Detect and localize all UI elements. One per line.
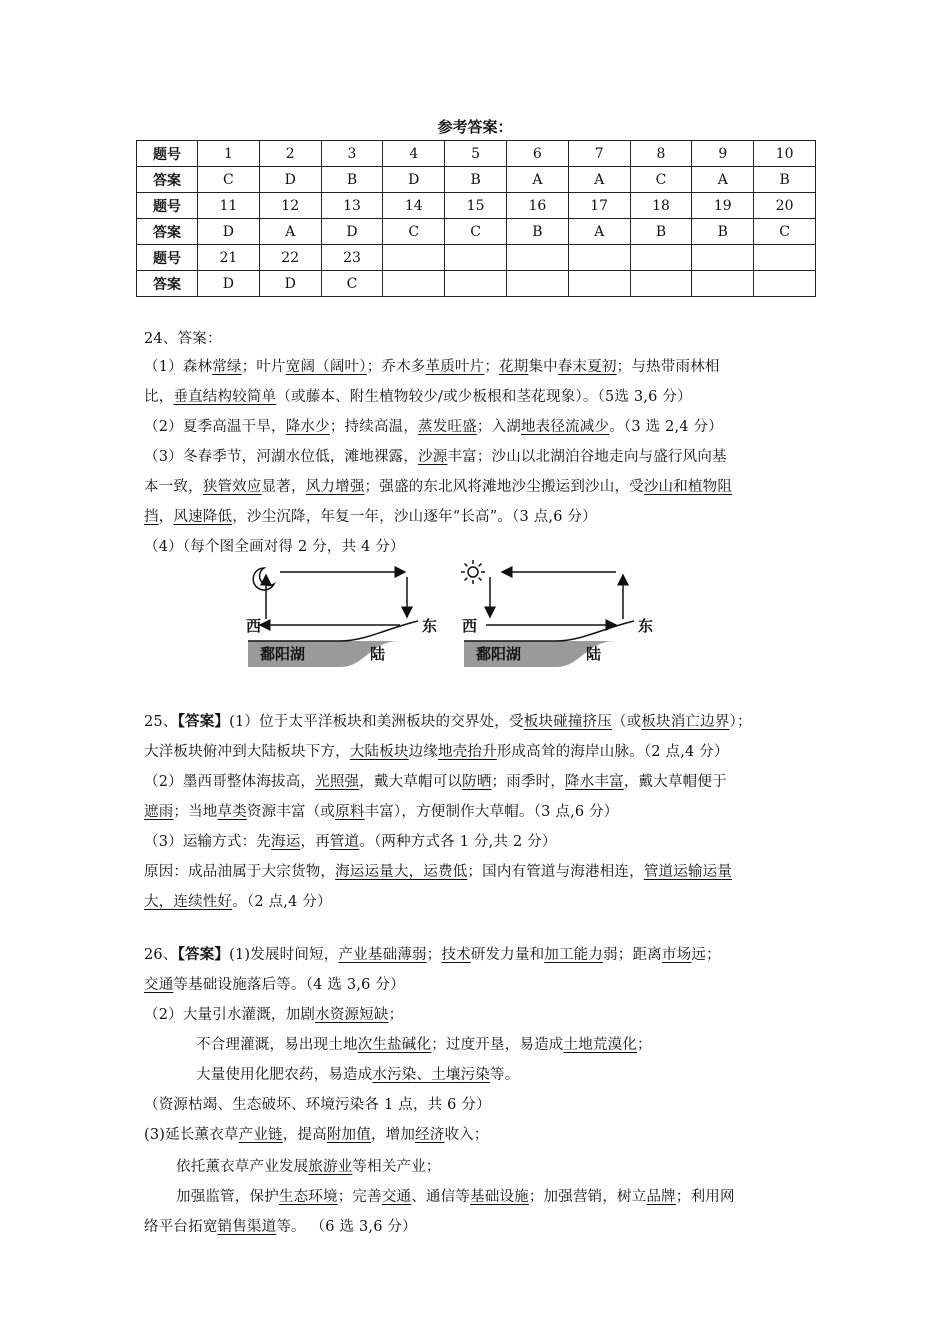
table-cell: 16: [506, 193, 568, 219]
table-cell: 19: [692, 193, 754, 219]
row-header: 题号: [137, 193, 198, 219]
table-cell: [630, 271, 692, 297]
table-cell: [568, 245, 630, 271]
key-term: 交通: [144, 977, 174, 993]
table-cell: D: [198, 271, 260, 297]
text-line: [144, 1003, 403, 1024]
text-segment: 不合理灌溉，易出现土地: [196, 1037, 358, 1053]
table-cell: D: [321, 219, 383, 245]
table-cell: 5: [445, 141, 507, 167]
text-segment: （3）冬春季节，河湖水位低，滩地裸露，: [144, 449, 419, 465]
table-row: [137, 219, 816, 245]
table-cell: A: [259, 219, 321, 245]
text-segment: 等。 （6 选 3,6 分）: [276, 1219, 417, 1235]
text-segment: （或: [611, 714, 642, 730]
table-cell: D: [259, 167, 321, 193]
table-row: [137, 245, 816, 271]
text-segment: ；强盛的东北风将滩地沙尘搬运到沙山，受: [364, 479, 644, 495]
table-cell: A: [568, 167, 630, 193]
text-segment: 丰富；沙山以北湖泊谷地走向与盛行风向基: [447, 449, 727, 465]
text-line: [144, 890, 332, 911]
key-term: 宽阔（阔叶）: [285, 359, 367, 375]
text-segment: 丰富），方便制作大草帽。（3 点,6 分）: [364, 804, 619, 820]
text-segment: 络平台拓宽: [144, 1219, 218, 1235]
table-cell: [383, 245, 445, 271]
table-cell: 21: [198, 245, 260, 271]
text-line: [176, 1185, 735, 1206]
text-segment: 【答案】: [177, 713, 230, 730]
table-cell: 20: [754, 193, 816, 219]
table-cell: [568, 271, 630, 297]
text-segment: ；: [637, 1037, 652, 1053]
table-cell: C: [383, 219, 445, 245]
key-term: 遮雨: [144, 804, 174, 820]
key-term: 土地荒漠化: [563, 1037, 638, 1053]
table-row: [137, 271, 816, 297]
sun-icon: [461, 560, 485, 584]
table-cell: A: [692, 167, 754, 193]
shore-line: [464, 621, 634, 641]
text-line: [144, 1215, 417, 1236]
text-segment: ；入湖: [476, 419, 521, 435]
key-term: 附加值: [326, 1127, 371, 1143]
land-label: 陆: [370, 645, 386, 663]
text-segment: ；过度开垦，易造成: [431, 1037, 564, 1053]
text-segment: ；利用网: [675, 1189, 735, 1205]
text-segment: ；加强营销，树立: [528, 1189, 647, 1205]
table-cell: [506, 271, 568, 297]
key-term: 地壳抬升: [438, 744, 497, 760]
text-segment: ；完善: [337, 1189, 382, 1205]
table-cell: 13: [321, 193, 383, 219]
table-cell: C: [198, 167, 260, 193]
text-segment: ，戴大草帽可以: [359, 774, 463, 790]
key-term: 旅游业: [308, 1159, 353, 1175]
key-term: 板块碰撞挤压: [523, 714, 612, 730]
text-segment: 研发力量和: [470, 947, 545, 963]
key-term: 产业基础薄弱: [338, 947, 427, 963]
key-term: 次生盐碱化: [357, 1037, 432, 1053]
text-segment: （2）夏季高温干旱，: [144, 419, 286, 435]
table-cell: C: [754, 219, 816, 245]
key-term: 交通: [381, 1189, 412, 1205]
text-line: [196, 1033, 652, 1054]
key-term: 草类: [217, 804, 247, 820]
text-segment: 等。: [490, 1067, 520, 1083]
table-cell: B: [506, 219, 568, 245]
text-line: [144, 535, 405, 556]
key-term: 降水丰富: [565, 774, 624, 790]
text-segment: ，增加: [370, 1127, 416, 1143]
text-segment: ；当地: [173, 804, 218, 820]
text-segment: 、通信等: [411, 1189, 471, 1205]
text-line: [144, 740, 729, 761]
text-segment: 形成高耸的海岸山脉。（2 点,4 分）: [496, 744, 729, 760]
text-segment: 边缘: [408, 744, 439, 760]
page-title: 参考答案：: [437, 118, 513, 136]
key-term: 生态环境: [278, 1189, 338, 1205]
table-cell: 7: [568, 141, 630, 167]
key-term: 风力增强: [305, 479, 365, 495]
text-segment: ；: [388, 1007, 404, 1023]
table-cell: B: [754, 167, 816, 193]
text-segment: ；国内有管道与海港相连，: [467, 864, 644, 880]
text-line: [144, 475, 732, 496]
key-term: 海运运量大，运费低: [335, 864, 468, 880]
text-segment: 24、答案：: [144, 331, 222, 347]
key-term: 管道运输运量: [643, 864, 733, 880]
table-row: [137, 193, 816, 219]
text-segment: ；持续高温，: [329, 419, 419, 435]
table-cell: B: [630, 219, 692, 245]
table-cell: A: [568, 219, 630, 245]
key-term: 原料: [335, 804, 365, 820]
table-cell: B: [445, 167, 507, 193]
text-line: [144, 385, 692, 406]
key-term: 光照强: [315, 774, 360, 790]
text-segment: 25、: [144, 714, 178, 730]
key-term: 蒸发旺盛: [418, 419, 477, 435]
text-segment: ；与热带雨林相: [616, 359, 720, 375]
key-term: 降水少: [285, 419, 330, 435]
east-label: 东: [638, 617, 654, 635]
key-term: 沙山和植物阻: [643, 479, 733, 495]
text-segment: 加强监管，保护: [176, 1189, 279, 1205]
answer-table: [136, 140, 816, 297]
text-segment: ；: [426, 947, 442, 963]
row-header: 答案: [137, 219, 198, 245]
text-line: [144, 830, 557, 851]
table-cell: 6: [506, 141, 568, 167]
text-line: [144, 1093, 491, 1114]
table-cell: 17: [568, 193, 630, 219]
text-segment: 。（两种方式各 1 分,共 2 分）: [359, 834, 557, 850]
text-segment: （资源枯竭、生态破坏、环境污染各 1 点，共 6 分）: [144, 1097, 491, 1113]
key-term: 狭管效应: [202, 479, 262, 495]
land-label: 陆: [586, 645, 602, 663]
text-segment: 依托薰衣草产业发展: [176, 1159, 309, 1175]
west-label: 西: [246, 617, 262, 635]
text-segment: 本一致，: [144, 479, 203, 495]
key-term: 加工能力: [544, 947, 604, 963]
table-cell: D: [259, 271, 321, 297]
table-cell: 2: [259, 141, 321, 167]
table-cell: 12: [259, 193, 321, 219]
text-segment: 大量使用化肥农药，易造成: [196, 1067, 373, 1083]
east-label: 东: [422, 617, 438, 635]
text-line: [144, 415, 723, 436]
table-cell: 23: [321, 245, 383, 271]
table-cell: [445, 245, 507, 271]
row-header: 题号: [137, 141, 198, 167]
text-segment: ；雨季时，: [491, 774, 566, 790]
table-cell: 14: [383, 193, 445, 219]
text-line: [144, 505, 597, 526]
lake-label: 鄱阳湖: [260, 645, 306, 663]
text-segment: 资源丰富（或: [246, 804, 336, 820]
table-row: [137, 141, 816, 167]
text-line: [144, 860, 732, 881]
text-segment: 【答案】: [177, 946, 230, 963]
text-line: [144, 445, 727, 466]
text-segment: 远；: [691, 947, 721, 963]
table-cell: D: [383, 167, 445, 193]
table-cell: C: [630, 167, 692, 193]
text-line: [196, 1063, 519, 1084]
row-header: 答案: [137, 271, 198, 297]
table-cell: 3: [321, 141, 383, 167]
text-line: [144, 710, 752, 731]
text-segment: 等相关产业；: [352, 1159, 441, 1175]
text-line: [144, 770, 727, 791]
table-cell: 8: [630, 141, 692, 167]
key-term: 基础设施: [470, 1189, 529, 1205]
key-term: 技术: [441, 947, 471, 963]
west-label: 西: [462, 617, 478, 635]
text-line: [144, 355, 720, 376]
text-segment: 比，: [144, 389, 174, 405]
row-header: 答案: [137, 167, 198, 193]
table-cell: [445, 271, 507, 297]
table-cell: [754, 245, 816, 271]
diagram-day: [456, 555, 666, 685]
text-segment: 大洋板块俯冲到大陆板块下方，: [144, 744, 350, 760]
text-segment: （3）运输方式：先: [144, 834, 272, 850]
key-term: 产业链: [238, 1127, 283, 1143]
table-cell: [754, 271, 816, 297]
text-segment: ；叶片: [241, 359, 286, 375]
table-cell: 18: [630, 193, 692, 219]
table-cell: [692, 245, 754, 271]
table-cell: C: [321, 271, 383, 297]
table-cell: 1: [198, 141, 260, 167]
table-cell: A: [506, 167, 568, 193]
table-cell: 22: [259, 245, 321, 271]
row-header: 题号: [137, 245, 198, 271]
key-term: 地表径流减少: [520, 419, 610, 435]
table-cell: B: [321, 167, 383, 193]
text-line: [144, 327, 222, 348]
text-line: [176, 1155, 441, 1176]
diagram-day-svg: [456, 555, 666, 685]
key-term: 板块消亡边界: [641, 714, 730, 730]
key-term: 沙源: [418, 449, 448, 465]
text-segment: ；: [484, 359, 500, 375]
table-cell: 15: [445, 193, 507, 219]
text-segment: 原因：成品油属于大宗货物，: [144, 864, 336, 880]
key-term: 品牌: [646, 1189, 676, 1205]
text-segment: 等基础设施落后等。（4 选 3,6 分）: [173, 977, 405, 993]
text-segment: 集中: [528, 359, 558, 375]
text-segment: （4）（每个图全画对得 2 分，共 4 分）: [144, 539, 405, 555]
key-term: 大，连续性好: [144, 894, 233, 910]
text-segment: 显著，: [261, 479, 306, 495]
lake-label: 鄱阳湖: [476, 645, 522, 663]
text-segment: 收入；: [444, 1127, 489, 1143]
text-segment: (1）位于太平洋板块和美洲板块的交界处，受: [229, 714, 524, 730]
key-term: 销售渠道: [217, 1219, 277, 1235]
shore-line: [248, 621, 418, 641]
table-cell: [506, 245, 568, 271]
text-segment: ，沙尘沉降，年复一年，沙山逐年“长高”。（3 点,6 分）: [232, 509, 597, 525]
moon-icon: [253, 568, 274, 590]
table-cell: 10: [754, 141, 816, 167]
text-segment: ，戴大草帽便于: [623, 774, 727, 790]
text-segment: (3)延长薰衣草: [144, 1127, 239, 1143]
key-term: 挡: [144, 509, 159, 525]
table-cell: [383, 271, 445, 297]
key-term: 常绿: [212, 359, 242, 375]
text-segment: 。（2 点,4 分）: [232, 894, 332, 910]
text-segment: （2）大量引水灌溉，加剧: [144, 1007, 316, 1023]
table-cell: C: [445, 219, 507, 245]
table-cell: 11: [198, 193, 260, 219]
key-term: 经济: [415, 1127, 445, 1143]
table-cell: [692, 271, 754, 297]
text-segment: (1)发展时间短，: [229, 947, 339, 963]
text-line: [144, 943, 721, 964]
text-segment: 弱；距离: [603, 947, 662, 963]
text-segment: （或藤本、附生植物较少/或少板根和茎花现象）。（5选 3,6 分）: [276, 389, 692, 405]
table-row: [137, 167, 816, 193]
text-segment: ，: [158, 509, 174, 525]
text-segment: 。（3 选 2,4 分）: [609, 419, 723, 435]
key-term: 春末夏初: [557, 359, 617, 375]
text-segment: （2）墨西哥整体海拔高，: [144, 774, 316, 790]
text-line: [144, 800, 619, 821]
key-term: 大陆板块: [349, 744, 409, 760]
key-term: 革质叶片: [425, 359, 485, 375]
key-term: 市场: [661, 947, 692, 963]
table-cell: [630, 245, 692, 271]
key-term: 垂直结构较简单: [173, 389, 277, 405]
key-term: 管道: [329, 834, 360, 850]
text-segment: ）；: [729, 714, 752, 730]
key-term: 花期: [499, 359, 529, 375]
key-term: 风速降低: [173, 509, 233, 525]
key-term: 防晒: [462, 774, 492, 790]
text-segment: 26、: [144, 947, 178, 963]
table-cell: 9: [692, 141, 754, 167]
key-term: 水资源短缺: [315, 1007, 389, 1023]
text-segment: ，再: [300, 834, 330, 850]
diagram-night: [240, 555, 450, 685]
diagram-night-svg: [240, 555, 450, 685]
text-segment: ，提高: [282, 1127, 327, 1143]
text-segment: （1）森林: [144, 359, 213, 375]
text-line: [144, 973, 405, 994]
table-cell: B: [692, 219, 754, 245]
key-term: 海运: [271, 834, 301, 850]
table-cell: 4: [383, 141, 445, 167]
key-term: 水污染、土壤污染: [372, 1067, 491, 1083]
text-line: [144, 1123, 489, 1144]
text-segment: ；乔木多: [366, 359, 426, 375]
table-cell: D: [198, 219, 260, 245]
